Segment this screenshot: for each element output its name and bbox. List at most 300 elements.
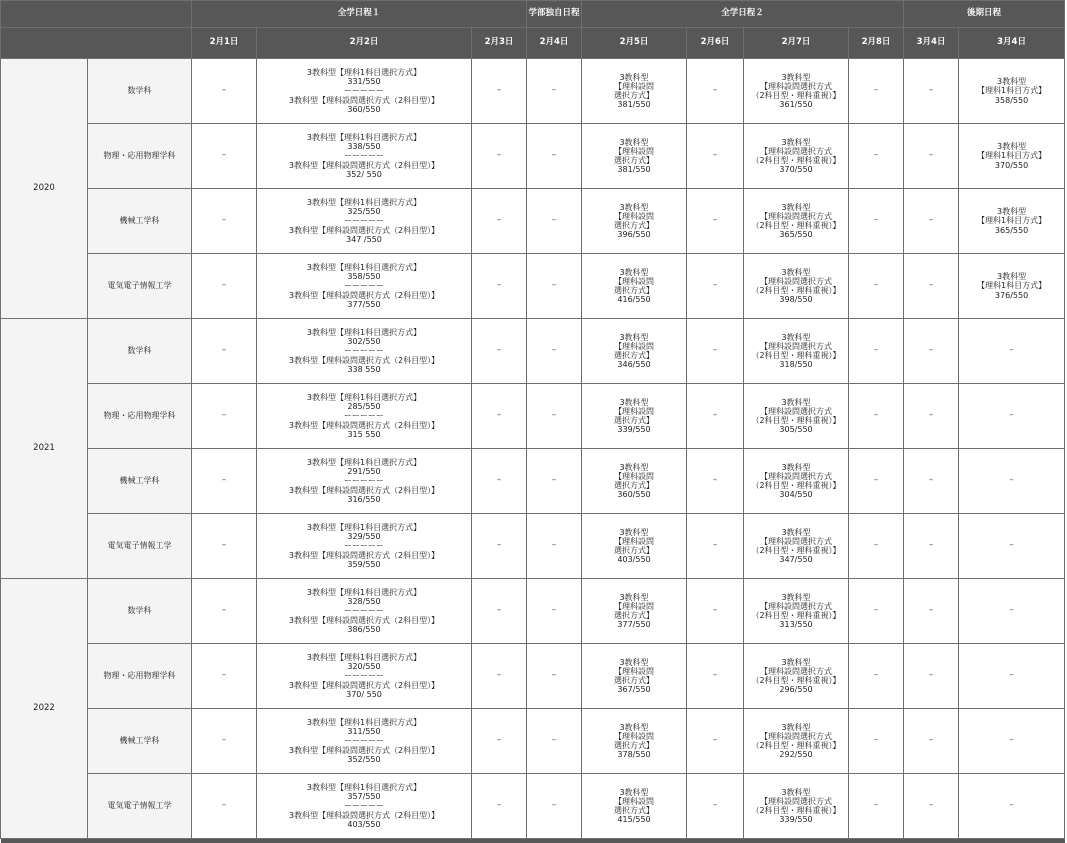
empty-cell: – <box>687 254 744 319</box>
score-cell-feb2-line: 377/550 <box>257 300 471 309</box>
score-cell-feb2-line: 352/ 550 <box>257 170 471 179</box>
empty-cell: – <box>849 59 904 124</box>
score-cell-feb2-line: 3教科型【理科設問選択方式（2科目型）】 <box>257 616 471 625</box>
empty-cell: – <box>959 774 1065 839</box>
score-cell-feb7-line: 292/550 <box>744 750 848 759</box>
score-cell-mar4-line: 358/550 <box>959 96 1064 105</box>
score-cell-feb2-line: 403/550 <box>257 820 471 829</box>
header-date: 2月4日 <box>527 28 582 59</box>
score-cell-feb7-line: 【理科設問選択方式 <box>744 602 848 611</box>
score-cell-feb7-line: 3教科型 <box>744 658 848 667</box>
score-cell-feb5 <box>582 579 687 644</box>
score-cell-feb7-line: 398/550 <box>744 295 848 304</box>
department-cell: 数学科 <box>88 319 192 384</box>
score-cell-feb7-line: 361/550 <box>744 100 848 109</box>
department-cell: 物理・応用物理学科 <box>88 384 192 449</box>
score-cell-feb2-line: 359/550 <box>257 560 471 569</box>
score-cell-feb2-line: 285/550 <box>257 402 471 411</box>
score-cell-feb7-line: 【理科設問選択方式 <box>744 277 848 286</box>
score-cell-feb7-line: 3教科型 <box>744 73 848 82</box>
score-cell-feb5-line: 415/550 <box>582 815 686 824</box>
score-cell-feb5-line: 【理科設問 <box>582 82 686 91</box>
score-cell-feb5-line: 【理科設問 <box>582 277 686 286</box>
department-cell: 機械工学科 <box>88 189 192 254</box>
score-cell-feb7-line: 【理科設問選択方式 <box>744 212 848 221</box>
score-cell-feb2-line: 3教科型【理科設問選択方式（2科目型）】 <box>257 226 471 235</box>
score-cell-feb5-line: 【理科設問 <box>582 147 686 156</box>
score-cell-feb2-line: 3教科型【理科設問選択方式（2科目型）】 <box>257 161 471 170</box>
empty-cell: – <box>527 514 582 579</box>
score-cell-feb2-line: 3教科型【理科設問選択方式（2科目型）】 <box>257 291 471 300</box>
score-cell-feb5-line: 3教科型 <box>582 73 686 82</box>
score-cell-feb7 <box>744 124 849 189</box>
score-cell-feb2-line: 370/ 550 <box>257 690 471 699</box>
score-cell-feb7 <box>744 254 849 319</box>
score-cell-feb2-line: ーーーーー <box>257 736 471 745</box>
score-cell-feb2-line: 3教科型【理科設問選択方式（2科目型）】 <box>257 551 471 560</box>
score-cell-feb7-line: 313/550 <box>744 620 848 629</box>
score-cell-feb7-line: （2科目型・理科重視）】 <box>744 351 848 360</box>
score-cell-feb5-line: 3教科型 <box>582 463 686 472</box>
empty-cell: – <box>192 514 257 579</box>
empty-cell: – <box>472 384 527 449</box>
score-cell-feb5-line: 396/550 <box>582 230 686 239</box>
score-cell-feb2 <box>257 384 472 449</box>
score-cell-feb5-line: 381/550 <box>582 165 686 174</box>
empty-cell: – <box>849 644 904 709</box>
empty-cell: – <box>687 774 744 839</box>
empty-cell: – <box>959 644 1065 709</box>
empty-cell: – <box>527 774 582 839</box>
score-cell-feb5-line: 【理科設問 <box>582 667 686 676</box>
empty-cell: – <box>959 514 1065 579</box>
empty-cell: – <box>472 644 527 709</box>
score-cell-feb2-line: ーーーーー <box>257 606 471 615</box>
header-group-gakubu-dokuji: 学部独自日程 <box>527 1 582 28</box>
score-cell-feb7-line: 304/550 <box>744 490 848 499</box>
score-cell-feb2-line: ーーーーー <box>257 801 471 810</box>
score-cell-feb5-line: 3教科型 <box>582 268 686 277</box>
score-cell-feb7-line: 【理科設問選択方式 <box>744 537 848 546</box>
empty-cell: – <box>849 514 904 579</box>
score-cell-feb2-line: 320/550 <box>257 662 471 671</box>
empty-cell: – <box>959 449 1065 514</box>
score-cell-feb5-line: 選択方式】 <box>582 351 686 360</box>
score-cell-feb2 <box>257 254 472 319</box>
score-cell-feb2-line: 3教科型【理科1科目選択方式】 <box>257 393 471 402</box>
score-cell-mar4-line: 370/550 <box>959 161 1064 170</box>
score-cell-feb7-line: （2科目型・理科重視）】 <box>744 611 848 620</box>
score-cell-feb2-line: 328/550 <box>257 597 471 606</box>
score-cell-feb7-line: （2科目型・理科重視）】 <box>744 156 848 165</box>
score-cell-mar4 <box>959 189 1065 254</box>
score-cell-feb5-line: 3教科型 <box>582 593 686 602</box>
score-cell-feb2-line: ーーーーー <box>257 216 471 225</box>
score-cell-feb7-line: 【理科設問選択方式 <box>744 147 848 156</box>
empty-cell: – <box>904 774 959 839</box>
table-row <box>1 579 1065 644</box>
score-cell-feb2-line: 302/550 <box>257 337 471 346</box>
score-cell-feb2-line: 3教科型【理科1科目選択方式】 <box>257 263 471 272</box>
score-cell-feb5 <box>582 254 687 319</box>
score-cell-feb5-line: 367/550 <box>582 685 686 694</box>
score-cell-feb5-line: 選択方式】 <box>582 741 686 750</box>
score-cell-feb2 <box>257 189 472 254</box>
empty-cell: – <box>192 59 257 124</box>
header-date: 2月2日 <box>257 28 472 59</box>
score-cell-feb7-line: 3教科型 <box>744 203 848 212</box>
score-cell-feb5-line: 3教科型 <box>582 203 686 212</box>
score-cell-feb5-line: 選択方式】 <box>582 611 686 620</box>
empty-cell: – <box>849 189 904 254</box>
score-cell-feb2-line: 386/550 <box>257 625 471 634</box>
empty-cell: – <box>472 254 527 319</box>
score-cell-feb5-line: 377/550 <box>582 620 686 629</box>
empty-cell: – <box>472 124 527 189</box>
footer-bar <box>1 839 1065 843</box>
score-cell-feb2-line: 3教科型【理科1科目選択方式】 <box>257 718 471 727</box>
score-cell-feb7 <box>744 709 849 774</box>
empty-cell: – <box>959 319 1065 384</box>
empty-cell: – <box>527 644 582 709</box>
empty-cell: – <box>192 774 257 839</box>
score-cell-feb7-line: 【理科設問選択方式 <box>744 342 848 351</box>
empty-cell: – <box>904 644 959 709</box>
empty-cell: – <box>472 774 527 839</box>
empty-cell: – <box>472 59 527 124</box>
empty-cell: – <box>904 254 959 319</box>
empty-cell: – <box>904 189 959 254</box>
score-cell-feb7 <box>744 319 849 384</box>
score-cell-feb7-line: 3教科型 <box>744 138 848 147</box>
header-group-zengaku-2: 全学日程２ <box>582 1 904 28</box>
empty-cell: – <box>849 384 904 449</box>
score-cell-feb7 <box>744 774 849 839</box>
header-corner <box>1 1 192 28</box>
score-cell-feb5-line: 346/550 <box>582 360 686 369</box>
score-cell-mar4 <box>959 124 1065 189</box>
score-cell-feb5 <box>582 644 687 709</box>
score-cell-feb5-line: 360/550 <box>582 490 686 499</box>
score-cell-feb5-line: 選択方式】 <box>582 481 686 490</box>
score-cell-feb2-line: 315 550 <box>257 430 471 439</box>
header-date: 2月6日 <box>687 28 744 59</box>
score-cell-feb2 <box>257 644 472 709</box>
empty-cell: – <box>192 384 257 449</box>
empty-cell: – <box>904 579 959 644</box>
score-cell-mar4-line: 【理科1科目方式】 <box>959 281 1064 290</box>
score-cell-feb2-line: 325/550 <box>257 207 471 216</box>
score-cell-feb5-line: 選択方式】 <box>582 806 686 815</box>
header-corner-dates <box>1 28 192 59</box>
empty-cell: – <box>527 449 582 514</box>
table-header <box>1 1 1065 59</box>
score-cell-feb7-line: 370/550 <box>744 165 848 174</box>
score-cell-feb7-line: （2科目型・理科重視）】 <box>744 741 848 750</box>
empty-cell: – <box>687 449 744 514</box>
score-cell-feb5-line: 【理科設問 <box>582 407 686 416</box>
score-cell-feb2-line: 331/550 <box>257 77 471 86</box>
department-cell: 電気電子情報工学 <box>88 514 192 579</box>
empty-cell: – <box>849 254 904 319</box>
score-cell-feb2-line: 3教科型【理科1科目選択方式】 <box>257 523 471 532</box>
score-cell-feb2-line: 352/550 <box>257 755 471 764</box>
score-cell-feb7 <box>744 514 849 579</box>
empty-cell: – <box>904 124 959 189</box>
score-cell-feb2 <box>257 579 472 644</box>
score-cell-feb5-line: 【理科設問 <box>582 797 686 806</box>
empty-cell: – <box>904 319 959 384</box>
score-cell-feb2-line: 3教科型【理科1科目選択方式】 <box>257 198 471 207</box>
table-row <box>1 449 1065 514</box>
header-date: 3月4日 <box>959 28 1065 59</box>
empty-cell: – <box>527 579 582 644</box>
score-cell-feb2-line: 3教科型【理科設問選択方式（2科目型）】 <box>257 811 471 820</box>
empty-cell: – <box>472 709 527 774</box>
empty-cell: – <box>849 124 904 189</box>
score-cell-feb5-line: 3教科型 <box>582 788 686 797</box>
empty-cell: – <box>472 449 527 514</box>
score-cell-feb7-line: 3教科型 <box>744 723 848 732</box>
score-cell-feb2 <box>257 59 472 124</box>
score-cell-feb2-line: 338/550 <box>257 142 471 151</box>
score-cell-feb7-line: （2科目型・理科重視）】 <box>744 416 848 425</box>
score-cell-feb2-line: 358/550 <box>257 272 471 281</box>
score-cell-feb5 <box>582 449 687 514</box>
score-cell-feb2-line: 3教科型【理科設問選択方式（2科目型）】 <box>257 96 471 105</box>
score-cell-feb5-line: 3教科型 <box>582 723 686 732</box>
score-cell-feb2-line: 360/550 <box>257 105 471 114</box>
table-row <box>1 774 1065 839</box>
empty-cell: – <box>687 384 744 449</box>
empty-cell: – <box>687 189 744 254</box>
department-cell: 物理・応用物理学科 <box>88 644 192 709</box>
header-date: 2月5日 <box>582 28 687 59</box>
score-cell-feb5-line: 3教科型 <box>582 658 686 667</box>
empty-cell: – <box>472 189 527 254</box>
table-row <box>1 644 1065 709</box>
score-cell-feb7-line: （2科目型・理科重視）】 <box>744 286 848 295</box>
score-cell-feb5 <box>582 189 687 254</box>
empty-cell: – <box>849 774 904 839</box>
score-cell-feb2 <box>257 514 472 579</box>
score-cell-feb7-line: 296/550 <box>744 685 848 694</box>
score-cell-feb7-line: 3教科型 <box>744 593 848 602</box>
score-cell-feb5-line: 378/550 <box>582 750 686 759</box>
score-cell-feb5-line: 403/550 <box>582 555 686 564</box>
department-cell: 数学科 <box>88 579 192 644</box>
score-cell-feb2 <box>257 319 472 384</box>
department-cell: 物理・応用物理学科 <box>88 124 192 189</box>
score-cell-feb2-line: 316/550 <box>257 495 471 504</box>
score-cell-feb5-line: 選択方式】 <box>582 286 686 295</box>
score-cell-feb7-line: （2科目型・理科重視）】 <box>744 221 848 230</box>
header-group-zengaku-1: 全学日程１ <box>192 1 527 28</box>
score-cell-feb5 <box>582 59 687 124</box>
score-cell-feb7-line: 347/550 <box>744 555 848 564</box>
empty-cell: – <box>192 579 257 644</box>
score-cell-mar4-line: 365/550 <box>959 226 1064 235</box>
score-cell-feb2-line: ーーーーー <box>257 411 471 420</box>
score-cell-feb5-line: 選択方式】 <box>582 676 686 685</box>
score-cell-feb7-line: 【理科設問選択方式 <box>744 82 848 91</box>
score-cell-mar4 <box>959 254 1065 319</box>
score-cell-feb2-line: 3教科型【理科1科目選択方式】 <box>257 588 471 597</box>
empty-cell: – <box>904 514 959 579</box>
score-cell-feb2-line: 3教科型【理科設問選択方式（2科目型）】 <box>257 421 471 430</box>
header-date: 2月8日 <box>849 28 904 59</box>
score-cell-feb2-line: 338 550 <box>257 365 471 374</box>
score-cell-feb5-line: 【理科設問 <box>582 537 686 546</box>
department-cell: 電気電子情報工学 <box>88 254 192 319</box>
empty-cell: – <box>472 514 527 579</box>
score-cell-feb5 <box>582 514 687 579</box>
table-row <box>1 189 1065 254</box>
table-row <box>1 319 1065 384</box>
score-cell-feb5-line: 選択方式】 <box>582 546 686 555</box>
score-cell-mar4-line: 3教科型 <box>959 77 1064 86</box>
score-cell-feb7-line: 【理科設問選択方式 <box>744 797 848 806</box>
score-cell-feb7 <box>744 384 849 449</box>
score-cell-feb2-line: ーーーーー <box>257 671 471 680</box>
empty-cell: – <box>904 449 959 514</box>
header-group-koki: 後期日程 <box>904 1 1065 28</box>
empty-cell: – <box>527 59 582 124</box>
header-date: 2月3日 <box>472 28 527 59</box>
empty-cell: – <box>687 709 744 774</box>
score-cell-feb5-line: 【理科設問 <box>582 472 686 481</box>
empty-cell: – <box>849 319 904 384</box>
score-cell-feb2-line: 3教科型【理科1科目選択方式】 <box>257 458 471 467</box>
score-cell-feb7 <box>744 449 849 514</box>
table-row <box>1 384 1065 449</box>
header-date: 2月1日 <box>192 28 257 59</box>
score-cell-mar4-line: 3教科型 <box>959 207 1064 216</box>
score-cell-feb7-line: 3教科型 <box>744 398 848 407</box>
score-cell-feb5 <box>582 384 687 449</box>
empty-cell: – <box>687 579 744 644</box>
table-row <box>1 124 1065 189</box>
empty-cell: – <box>687 319 744 384</box>
table-body <box>1 59 1065 839</box>
empty-cell: – <box>192 449 257 514</box>
score-cell-feb2-line: 3教科型【理科1科目選択方式】 <box>257 653 471 662</box>
score-cell-feb2-line: ーーーーー <box>257 346 471 355</box>
score-cell-feb7-line: 305/550 <box>744 425 848 434</box>
score-cell-feb7-line: 3教科型 <box>744 268 848 277</box>
score-cell-feb7-line: 339/550 <box>744 815 848 824</box>
score-cell-feb5-line: 【理科設問 <box>582 342 686 351</box>
year-cell: 2020 <box>1 59 88 319</box>
score-cell-mar4-line: 【理科1科目方式】 <box>959 151 1064 160</box>
score-cell-mar4 <box>959 59 1065 124</box>
score-cell-feb7-line: （2科目型・理科重視）】 <box>744 91 848 100</box>
empty-cell: – <box>527 319 582 384</box>
empty-cell: – <box>192 319 257 384</box>
score-cell-feb7-line: 3教科型 <box>744 463 848 472</box>
empty-cell: – <box>192 709 257 774</box>
score-cell-mar4-line: 376/550 <box>959 291 1064 300</box>
score-cell-feb7 <box>744 59 849 124</box>
score-cell-feb7 <box>744 189 849 254</box>
score-cell-feb2 <box>257 124 472 189</box>
score-cell-feb5-line: 3教科型 <box>582 528 686 537</box>
score-cell-feb5-line: 3教科型 <box>582 333 686 342</box>
table-footer <box>1 839 1065 843</box>
score-cell-feb2-line: 291/550 <box>257 467 471 476</box>
score-cell-feb7 <box>744 579 849 644</box>
score-cell-feb5-line: 【理科設問 <box>582 212 686 221</box>
score-cell-feb7-line: 【理科設問選択方式 <box>744 732 848 741</box>
empty-cell: – <box>192 254 257 319</box>
score-cell-feb5-line: 選択方式】 <box>582 416 686 425</box>
score-cell-feb2-line: 357/550 <box>257 792 471 801</box>
score-cell-feb7-line: 318/550 <box>744 360 848 369</box>
table-row <box>1 514 1065 579</box>
score-cell-feb7-line: 3教科型 <box>744 528 848 537</box>
header-row-dates <box>1 28 1065 59</box>
score-cell-mar4-line: 3教科型 <box>959 142 1064 151</box>
empty-cell: – <box>904 384 959 449</box>
empty-cell: – <box>959 579 1065 644</box>
empty-cell: – <box>687 124 744 189</box>
department-cell: 数学科 <box>88 59 192 124</box>
score-cell-feb2-line: 3教科型【理科設問選択方式（2科目型）】 <box>257 356 471 365</box>
department-cell: 機械工学科 <box>88 709 192 774</box>
score-cell-feb2-line: 329/550 <box>257 532 471 541</box>
empty-cell: – <box>472 319 527 384</box>
score-cell-feb2-line: 3教科型【理科設問選択方式（2科目型）】 <box>257 681 471 690</box>
score-cell-feb7-line: （2科目型・理科重視）】 <box>744 546 848 555</box>
header-row-groups <box>1 1 1065 28</box>
score-cell-feb2-line: 311/550 <box>257 727 471 736</box>
year-cell: 2021 <box>1 319 88 579</box>
empty-cell: – <box>687 514 744 579</box>
score-cell-feb7-line: 3教科型 <box>744 788 848 797</box>
score-cell-feb7-line: 3教科型 <box>744 333 848 342</box>
score-cell-feb2-line: ーーーーー <box>257 541 471 550</box>
score-cell-feb5-line: 選択方式】 <box>582 91 686 100</box>
score-cell-feb7-line: （2科目型・理科重視）】 <box>744 676 848 685</box>
score-cell-mar4-line: 【理科1科目方式】 <box>959 216 1064 225</box>
empty-cell: – <box>527 709 582 774</box>
score-cell-feb2-line: ーーーーー <box>257 281 471 290</box>
empty-cell: – <box>527 124 582 189</box>
score-cell-feb2 <box>257 709 472 774</box>
department-cell: 機械工学科 <box>88 449 192 514</box>
score-cell-feb5-line: 【理科設問 <box>582 732 686 741</box>
score-cell-feb7-line: （2科目型・理科重視）】 <box>744 806 848 815</box>
score-cell-feb7-line: 365/550 <box>744 230 848 239</box>
empty-cell: – <box>959 709 1065 774</box>
score-cell-feb5-line: 3教科型 <box>582 138 686 147</box>
table-row <box>1 59 1065 124</box>
empty-cell: – <box>192 644 257 709</box>
table-row <box>1 709 1065 774</box>
score-cell-feb2-line: ーーーーー <box>257 86 471 95</box>
score-cell-feb7-line: 【理科設問選択方式 <box>744 472 848 481</box>
empty-cell: – <box>849 449 904 514</box>
department-cell: 電気電子情報工学 <box>88 774 192 839</box>
empty-cell: – <box>527 189 582 254</box>
score-cell-feb2-line: 3教科型【理科1科目選択方式】 <box>257 68 471 77</box>
empty-cell: – <box>959 384 1065 449</box>
score-cell-feb2-line: 347 /550 <box>257 235 471 244</box>
empty-cell: – <box>472 579 527 644</box>
score-cell-feb7 <box>744 644 849 709</box>
score-cell-feb5 <box>582 124 687 189</box>
empty-cell: – <box>527 384 582 449</box>
